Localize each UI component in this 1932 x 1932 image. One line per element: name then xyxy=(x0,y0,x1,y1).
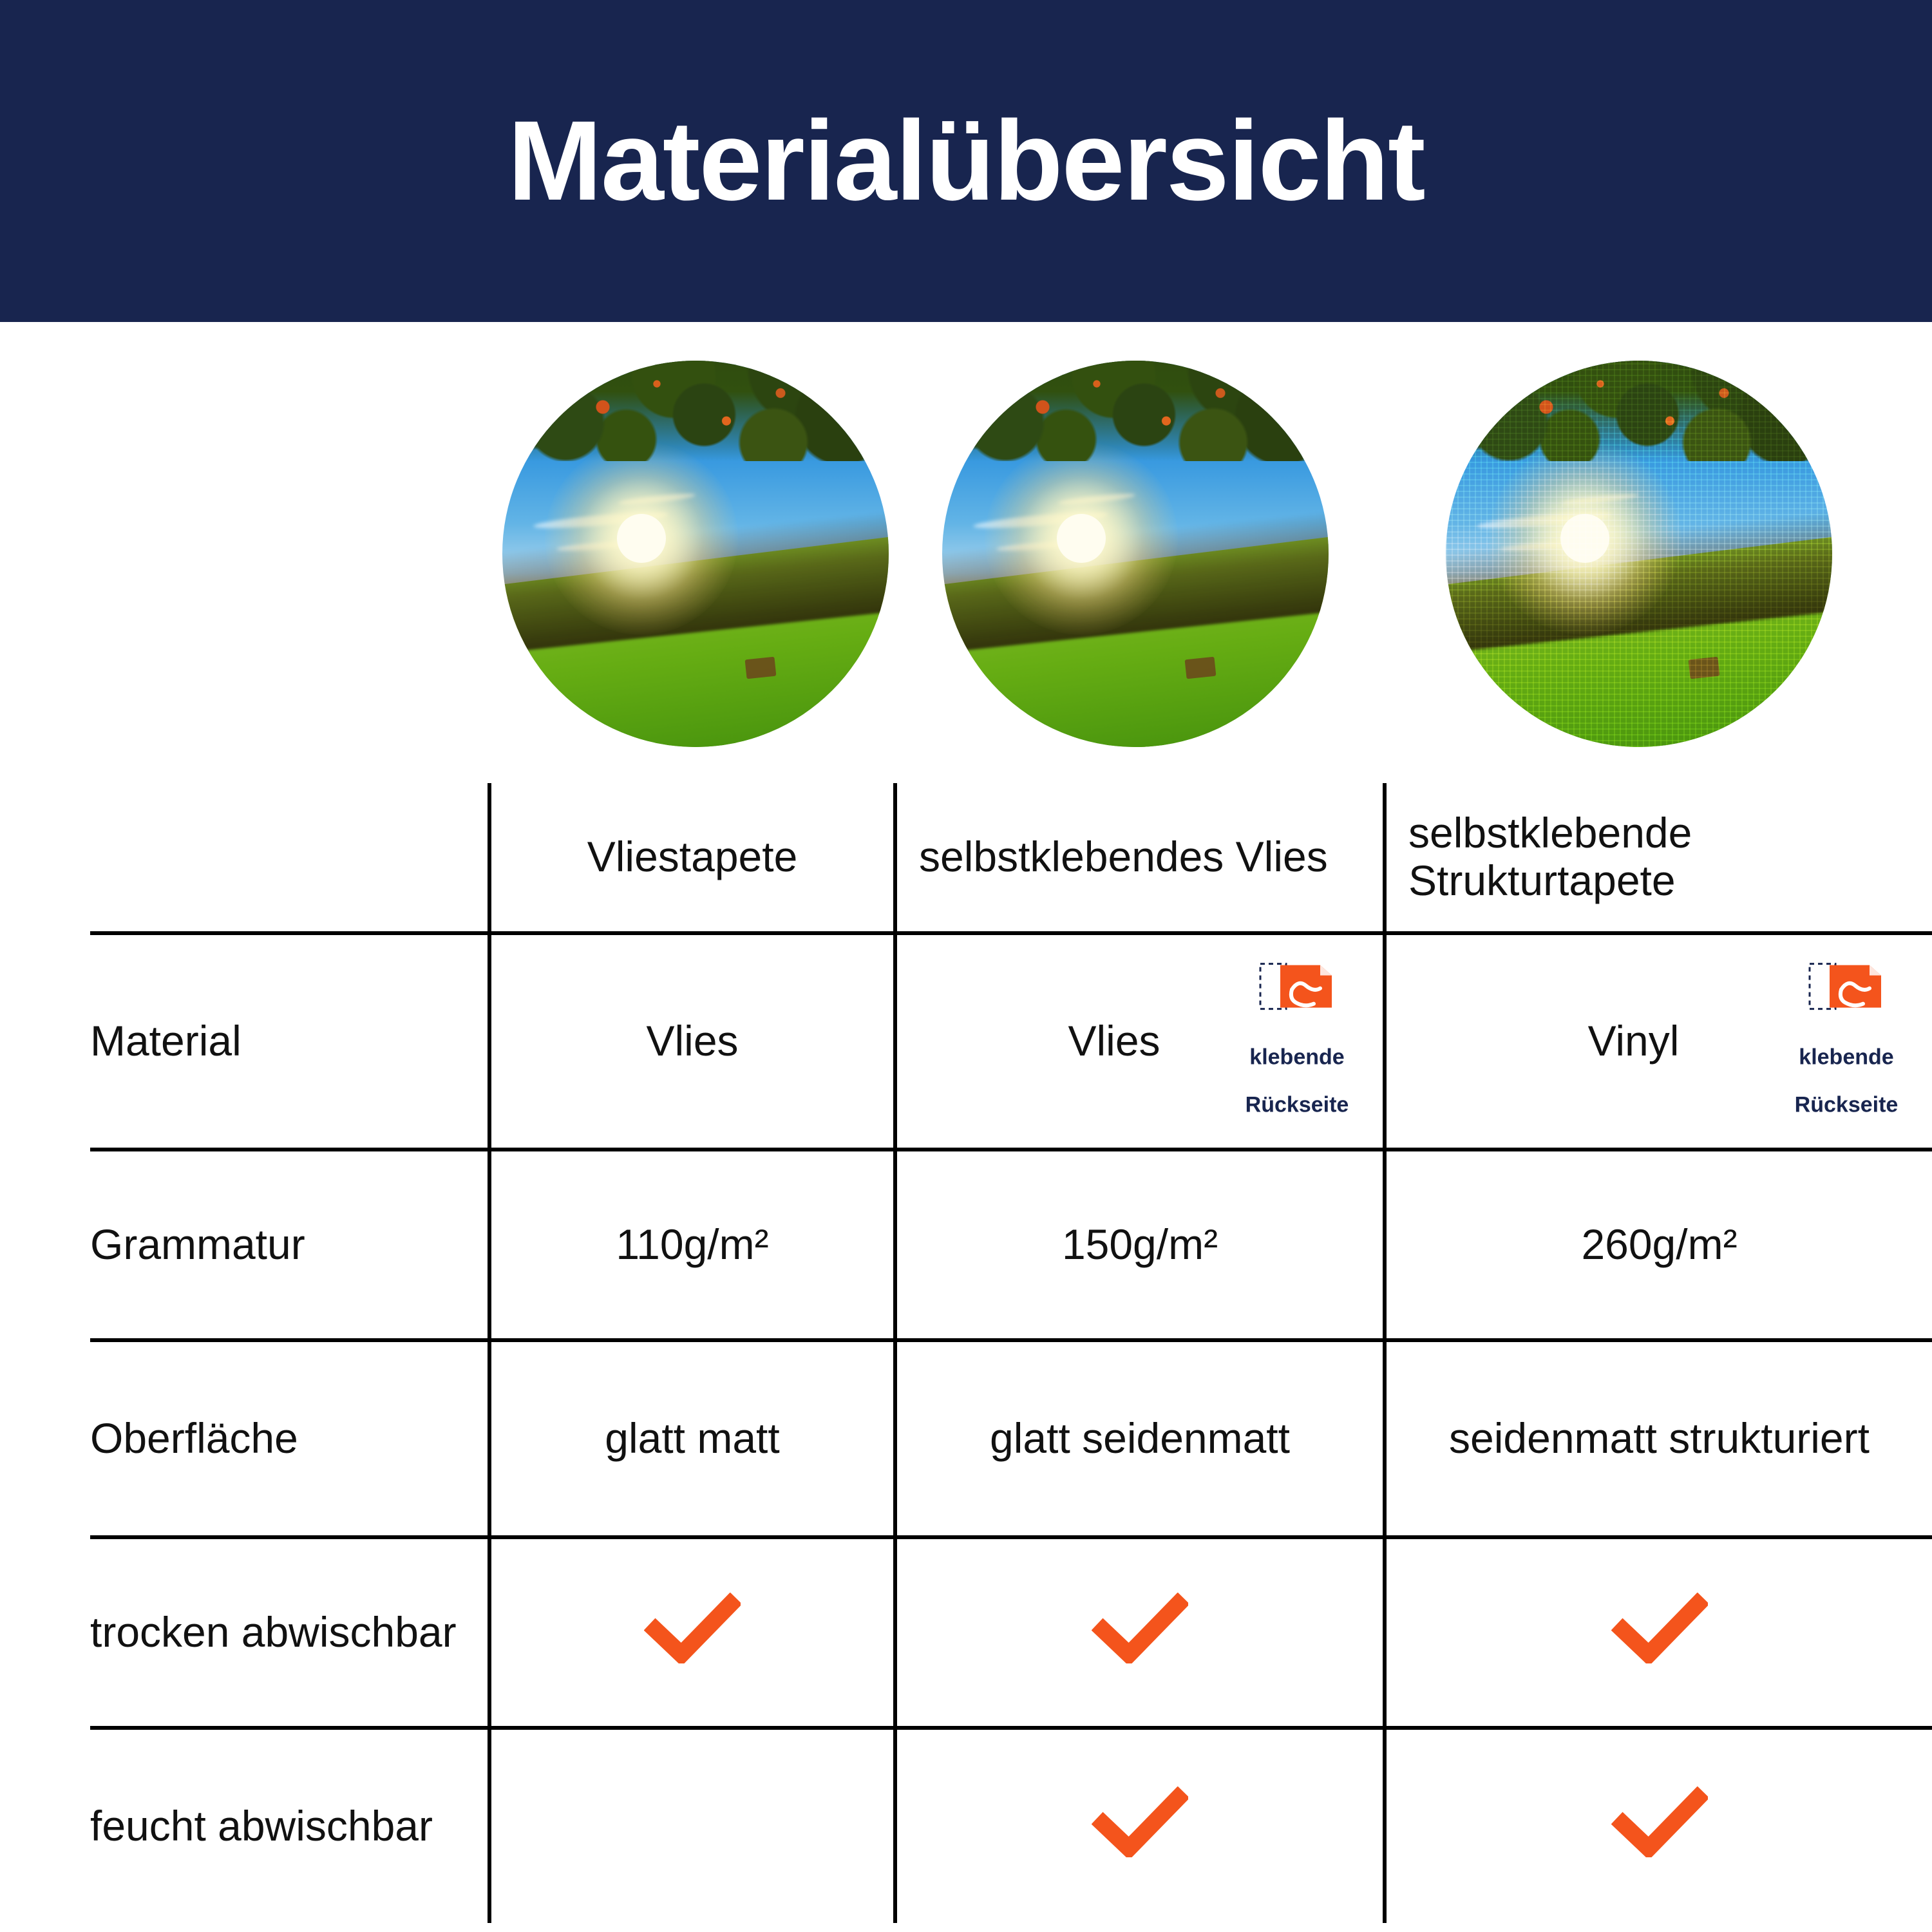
cell-material-vliestapete: Vlies xyxy=(489,933,895,1150)
cell-grammatur-strukturtapete: 260g/m² xyxy=(1385,1150,1932,1340)
row-label-oberflaeche: Oberfläche xyxy=(90,1340,489,1537)
table-row-oberflaeche xyxy=(90,1340,1932,1537)
header-banner xyxy=(0,0,1932,322)
swatch-selbstklebendes-vlies xyxy=(942,361,1329,747)
cell-material-strukturtapete xyxy=(1385,933,1932,1150)
bench xyxy=(1185,657,1217,679)
check-icon xyxy=(644,1593,741,1663)
check-icon xyxy=(1611,1593,1708,1663)
row-label-grammatur: Grammatur xyxy=(90,1150,489,1340)
adhesive-badge-label: klebende Rückseite xyxy=(1245,1045,1349,1117)
header-cell-vliestapete: Vliestapete xyxy=(489,783,895,933)
material-swatch-row xyxy=(0,361,1932,786)
canopy-leaves xyxy=(942,361,1329,453)
page-title: Materialübersicht xyxy=(507,98,1425,224)
bench xyxy=(745,657,777,679)
adhesive-backing-icon xyxy=(1258,978,1336,1026)
cell-grammatur-selbstklebendes-vlies: 150g/m² xyxy=(895,1150,1385,1340)
cell-material-selbstklebendes-vlies xyxy=(895,933,1385,1150)
row-label-trocken-abwischbar: trocken abwischbar xyxy=(90,1537,489,1728)
table-row-trocken-abwischbar xyxy=(90,1537,1932,1728)
adhesive-badge-label: klebende Rückseite xyxy=(1794,1045,1899,1117)
header-cell-selbstklebendes-vlies: selbstklebendes Vlies xyxy=(895,783,1385,933)
check-icon xyxy=(1092,1593,1188,1663)
cell-feucht-selbstklebendes-vlies xyxy=(895,1728,1385,1923)
table-row-material xyxy=(90,933,1932,1150)
cell-oberflaeche-selbstklebendes-vlies: glatt seidenmatt xyxy=(895,1340,1385,1537)
cell-feucht-vliestapete xyxy=(489,1728,895,1923)
header-cell-empty xyxy=(90,783,489,933)
cell-trocken-vliestapete xyxy=(489,1537,895,1728)
adhesive-backing-badge xyxy=(1223,961,1371,1122)
cell-oberflaeche-vliestapete: glatt matt xyxy=(489,1340,895,1537)
surface-texture-overlay xyxy=(1446,361,1832,747)
sun-icon xyxy=(617,514,666,563)
header-cell-strukturtapete: selbstklebende Strukturtapete xyxy=(1385,783,1932,933)
row-label-material: Material xyxy=(90,933,489,1150)
row-label-feucht-abwischbar: feucht abwischbar xyxy=(90,1802,433,1850)
landscape-image xyxy=(942,361,1329,747)
swatch-selbstklebende-strukturtapete xyxy=(1446,361,1832,747)
canopy-leaves xyxy=(502,361,889,453)
check-icon xyxy=(1611,1786,1708,1857)
check-icon xyxy=(1092,1786,1188,1857)
content-area xyxy=(0,322,1932,1932)
landscape-image xyxy=(502,361,889,747)
adhesive-backing-badge xyxy=(1772,961,1920,1122)
cell-grammatur-vliestapete: 110g/m² xyxy=(489,1150,895,1340)
adhesive-backing-icon xyxy=(1808,978,1885,1026)
cell-trocken-selbstklebendes-vlies xyxy=(895,1537,1385,1728)
cell-value: Vlies xyxy=(1068,1017,1160,1065)
table-row-feucht-abwischbar xyxy=(90,1728,1932,1923)
landscape-image xyxy=(1446,361,1832,747)
table-header-row xyxy=(90,783,1932,933)
sun-icon xyxy=(1057,514,1106,563)
cell-value: Vinyl xyxy=(1587,1017,1680,1065)
cell-oberflaeche-strukturtapete: seidenmatt strukturiert xyxy=(1385,1340,1932,1537)
swatch-vliestapete xyxy=(502,361,889,747)
material-comparison-table xyxy=(0,783,1932,1923)
cell-feucht-strukturtapete xyxy=(1385,1728,1932,1923)
table-row-grammatur xyxy=(90,1150,1932,1340)
cell-trocken-strukturtapete xyxy=(1385,1537,1932,1728)
